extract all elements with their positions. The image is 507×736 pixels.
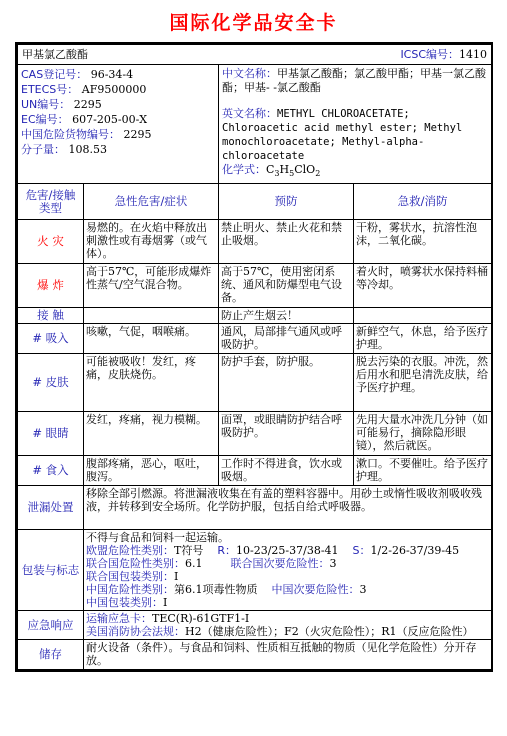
row-symptom xyxy=(84,308,219,324)
cn-dg-value: 2295 xyxy=(123,128,152,141)
safety-card xyxy=(15,42,493,672)
ec-value: 607-205-00-X xyxy=(72,113,148,126)
row-prevent: 通风，局部排气通风或呼吸防护。 xyxy=(219,324,354,354)
identifiers-right xyxy=(219,65,492,184)
emergency-content xyxy=(84,611,492,640)
row-type: # 皮肤 xyxy=(18,354,84,412)
row-aid: 漱口。不要催吐。给予医疗护理。 xyxy=(354,456,492,486)
row-prevent: 防护手套，防护服。 xyxy=(219,354,354,412)
row-aid: 先用大量水冲洗几分钟（如可能易行，摘除隐形眼镜），然后就医。 xyxy=(354,412,492,456)
document-title: 国际化学品安全卡 xyxy=(169,12,338,34)
storage-label: 储存 xyxy=(18,640,84,670)
un-class-value: 6.1 xyxy=(185,557,203,571)
row-prevent: 面罩，或眼睛防护结合呼吸防护。 xyxy=(219,412,354,456)
row-type: # 食入 xyxy=(18,456,84,486)
row-symptom: 咳嗽，气促，咽喉痛。 xyxy=(84,324,219,354)
rtecs-value: AF9500000 xyxy=(81,83,147,96)
spill-text: 移除全部引燃源。将泄漏液收集在有盖的塑料容器中。用砂土或惰性吸收剂吸收残液，并转移到安全场所。化学防护服，包括自给式呼吸器。 xyxy=(84,486,492,530)
row-prevent: 工作时不得进食，饮水或吸烟。 xyxy=(219,456,354,486)
table-row xyxy=(18,220,492,264)
row-symptom: 可能被吸收！发红，疼痛，皮肤烧伤。 xyxy=(84,354,219,412)
header-symptoms: 急性危害/症状 xyxy=(84,184,219,220)
cn-class-label: 中国危险性类别： xyxy=(86,583,174,597)
transport-card-value: TEC(R)-61GTF1-I xyxy=(152,612,250,626)
mw-label: 分子量： xyxy=(21,143,65,156)
mw-value: 108.53 xyxy=(68,143,107,156)
nfpa-value: H2（健康危险性）；F2（火灾危险性）；R1（反应危险性） xyxy=(185,625,474,639)
cn-sub-label: 中国次要危险性： xyxy=(271,583,360,597)
header-hazard-type: 危害/接触类型 xyxy=(18,184,84,220)
name-row xyxy=(18,45,492,65)
row-prevent: 高于57℃，使用密闭系统、通风和防爆型电气设备。 xyxy=(219,264,354,308)
row-aid: 着火时，喷雾状水保持料桶等冷却。 xyxy=(354,264,492,308)
rtecs-label: ETECS号： xyxy=(21,83,79,96)
icsc-label: ICSC编号： xyxy=(400,48,460,61)
row-aid: 干粉，雾状水，抗溶性泡沫，二氧化碳。 xyxy=(354,220,492,264)
table-row xyxy=(18,354,492,412)
s-phrase-label: S： xyxy=(352,544,371,558)
row-type: # 吸入 xyxy=(18,324,84,354)
cn-pack-label: 中国包装类别： xyxy=(86,596,163,610)
transport-card-label: 运输应急卡： xyxy=(86,612,152,626)
row-type: 火 灾 xyxy=(18,220,84,264)
header-first-aid: 急救/消防 xyxy=(354,184,492,220)
row-aid: 脱去污染的衣服。冲洗，然后用水和肥皂清洗皮肤，给予医疗护理。 xyxy=(354,354,492,412)
row-symptom: 易燃的。在火焰中释放出刺激性或有毒烟雾（或气体）。 xyxy=(84,220,219,264)
icsc-number xyxy=(400,48,487,61)
card-table xyxy=(17,44,492,670)
packaging-content xyxy=(84,530,492,611)
row-type: # 眼睛 xyxy=(18,412,84,456)
en-name-label: 英文名称： xyxy=(222,107,277,120)
table-row xyxy=(18,308,492,324)
row-symptom: 高于57℃，可能形成爆炸性蒸气/空气混合物。 xyxy=(84,264,219,308)
chemical-name: 甲基氯乙酸酯 xyxy=(22,48,88,61)
un-pack-value: I xyxy=(174,570,179,584)
header-prevention: 预防 xyxy=(219,184,354,220)
un-sub-label: 联合国次要危险性： xyxy=(230,557,330,571)
un-class-label: 联合国危险性类别： xyxy=(86,557,185,571)
cn-sub-value: 3 xyxy=(359,583,367,597)
emergency-label: 应急响应 xyxy=(18,611,84,640)
eu-class-label: 欧盟危险性类别： xyxy=(86,544,174,558)
cn-name-value: 甲基氯乙酸酯；氯乙酸甲酯；甲基一氯乙酸酯；甲基- -氯乙酸酯 xyxy=(222,67,486,94)
row-prevent: 防止产生烟云！ xyxy=(219,308,354,324)
cn-pack-value: I xyxy=(163,596,168,610)
packaging-label: 包装与标志 xyxy=(18,530,84,611)
table-row xyxy=(18,324,492,354)
spill-label: 泄漏处置 xyxy=(18,486,84,530)
table-row xyxy=(18,412,492,456)
eu-class-value: T符号 xyxy=(174,544,204,558)
table-row xyxy=(18,264,492,308)
row-prevent: 禁止明火、禁止火花和禁止吸烟。 xyxy=(219,220,354,264)
cn-dg-label: 中国危险货物编号： xyxy=(21,128,120,141)
formula-value: $C_3H_5ClO_2$ xyxy=(266,163,321,179)
row-type: 接 触 xyxy=(18,308,84,324)
cas-label: CAS登记号： xyxy=(21,68,88,81)
identifiers-left xyxy=(18,65,219,184)
icsc-value: 1410 xyxy=(459,48,488,61)
row-symptom: 发红，疼痛，视力模糊。 xyxy=(84,412,219,456)
un-sub-value: 3 xyxy=(329,557,337,571)
r-phrase-value: 10-23/25-37/38-41 xyxy=(236,544,339,558)
r-phrase-label: R： xyxy=(217,544,236,558)
row-type: 爆 炸 xyxy=(18,264,84,308)
un-value: 2295 xyxy=(73,98,102,111)
row-aid: 新鲜空气，休息，给予医疗护理。 xyxy=(354,324,492,354)
un-pack-label: 联合国包装类别： xyxy=(86,570,174,584)
row-aid xyxy=(354,308,492,324)
nfpa-label: 美国消防协会法规： xyxy=(86,625,185,639)
en-name-value: METHYL CHLOROACETATE; Chloroacetic acid methyl ester; Methyl monochloroacetate; Methyl-alpha-chloroacetate xyxy=(222,108,463,162)
cn-name-label: 中文名称： xyxy=(222,67,277,80)
cn-class-value: 第6.1项毒性物质 xyxy=(174,583,258,597)
packaging-note: 不得与食品和饲料一起运输。 xyxy=(86,531,229,545)
table-row xyxy=(18,456,492,486)
formula-label: 化学式： xyxy=(222,163,266,176)
storage-text: 耐火设备（条件）。与食品和饲料、性质相互抵触的物质（见化学危险性）分开存放。 xyxy=(84,640,492,670)
cas-value: 96-34-4 xyxy=(90,68,134,81)
un-label: UN编号： xyxy=(21,98,71,111)
ec-label: EC编号： xyxy=(21,113,69,126)
row-symptom: 腹部疼痛，恶心，呕吐，腹泻。 xyxy=(84,456,219,486)
s-phrase-value: 1/2-26-37/39-45 xyxy=(370,544,460,558)
